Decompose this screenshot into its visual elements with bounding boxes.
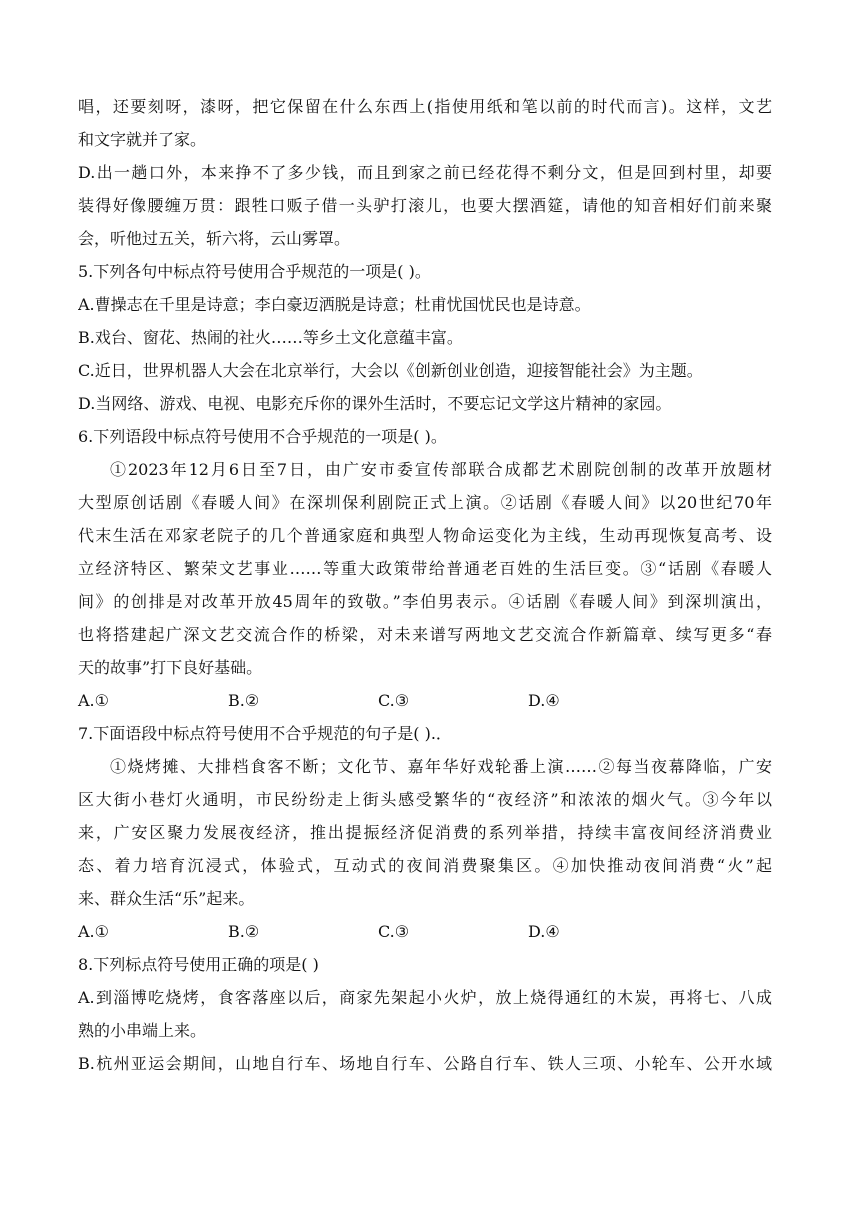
q7-option-d: D.④ bbox=[528, 922, 560, 941]
q6-option-d: D.④ bbox=[528, 691, 560, 710]
question-7-title: 7.下面语段中标点符号使用不合乎规范的句子是( ).． bbox=[78, 724, 452, 743]
q7-option-b: B.② bbox=[228, 922, 260, 941]
question-6-title: 6.下列语段中标点符号使用不合乎规范的一项是( )。 bbox=[78, 427, 447, 446]
question-5-title: 5.下列各句中标点符号使用合乎规范的一项是( )。 bbox=[78, 262, 431, 281]
q7-passage-line: 区大街小巷灯火通明，市民纷纷走上街头感受繁华的“夜经济”和浓浓的烟火气。③今年以 bbox=[78, 790, 772, 809]
q5-option-a: A.曹操志在千里是诗意；李白豪迈洒脱是诗意；杜甫忧国忧民也是诗意。 bbox=[78, 295, 591, 314]
q5-option-d: D.当网络、游戏、电视、电影充斥你的课外生活时，不要忘记文学这片精神的家园。 bbox=[78, 394, 672, 413]
q6-passage-line: ①2023年12月6日至7日，由广安市委宣传部联合成都艺术剧院创制的改革开放题材 bbox=[110, 460, 772, 479]
text-line: 和文字就并了家。 bbox=[78, 130, 207, 149]
q7-passage-line: 态、着力培育沉浸式，体验式，互动式的夜间消费聚集区。④加快推动夜间消费“火”起 bbox=[78, 856, 772, 875]
q8-option-a-cont: 熟的小串端上来。 bbox=[78, 1021, 207, 1040]
text-line: 唱，还要刻呀，漆呀，把它保留在什么东西上(指使用纸和笔以前的时代而言)。这样，文艺 bbox=[78, 97, 772, 116]
q6-passage-line: 天的故事”打下良好基础。 bbox=[78, 658, 263, 677]
q6-passage-line: 大型原创话剧《春暖人间》在深圳保利剧院正式上演。②话剧《春暖人间》以20世纪70年 bbox=[78, 493, 772, 512]
q7-passage-line: 来，广安区聚力发展夜经济，推出提振经济促消费的系列举措，持续丰富夜间经济消费业 bbox=[78, 823, 772, 842]
q7-passage-line: ①烧烤摊、大排档食客不断；文化节、嘉年华好戏轮番上演……②每当夜幕降临，广安 bbox=[110, 757, 772, 776]
q6-passage-line: 间》的创排是对改革开放45周年的致敬。”李伯男表示。④话剧《春暖人间》到深圳演出， bbox=[78, 592, 772, 611]
q8-option-a: A.到淄博吃烧烤，食客落座以后，商家先架起小火炉，放上烧得通红的木炭，再将七、八成 bbox=[78, 988, 772, 1007]
q7-options bbox=[78, 915, 772, 948]
q7-passage-line: 来、群众生活“乐”起来。 bbox=[78, 889, 255, 908]
q5-option-b: B.戏台、窗花、热闹的社火……等乡土文化意蕴丰富。 bbox=[78, 328, 463, 347]
text-line: 装得好像腰缠万贯：跟牲口贩子借一头驴打滚儿，也要大摆酒筵，请他的知音相好们前来聚 bbox=[78, 196, 772, 215]
q6-option-a: A.① bbox=[78, 691, 109, 710]
text-line: 会，听他过五关，斩六将，云山雾罩。 bbox=[78, 229, 351, 248]
q6-option-b: B.② bbox=[228, 691, 260, 710]
q8-option-b: B.杭州亚运会期间，山地自行车、场地自行车、公路自行车、铁人三项、小轮车、公开水域 bbox=[78, 1054, 772, 1073]
q6-option-c: C.③ bbox=[378, 691, 410, 710]
question-8-title: 8.下列标点符号使用正确的项是( ) bbox=[78, 955, 319, 974]
text-line: D.出一趟口外，本来挣不了多少钱，而且到家之前已经花得不剩分文，但是回到村里，却要 bbox=[78, 163, 772, 182]
q6-options bbox=[78, 684, 772, 717]
q7-option-c: C.③ bbox=[378, 922, 410, 941]
q6-passage-line: 代末生活在邓家老院子的几个普通家庭和典型人物命运变化为主线，生动再现恢复高考、设 bbox=[78, 526, 772, 545]
q6-passage-line: 也将搭建起广深文艺交流合作的桥梁，对未来谱写两地文艺交流合作新篇章、续写更多“春 bbox=[78, 625, 772, 644]
q5-option-c: C.近日，世界机器人大会在北京举行，大会以《创新创业创造，迎接智能社会》为主题。 bbox=[78, 361, 703, 380]
document-page bbox=[78, 90, 772, 1080]
q7-option-a: A.① bbox=[78, 922, 109, 941]
q6-passage-line: 立经济特区、繁荣文艺事业……等重大政策带给普通老百姓的生活巨变。③“话剧《春暖人 bbox=[78, 559, 772, 578]
